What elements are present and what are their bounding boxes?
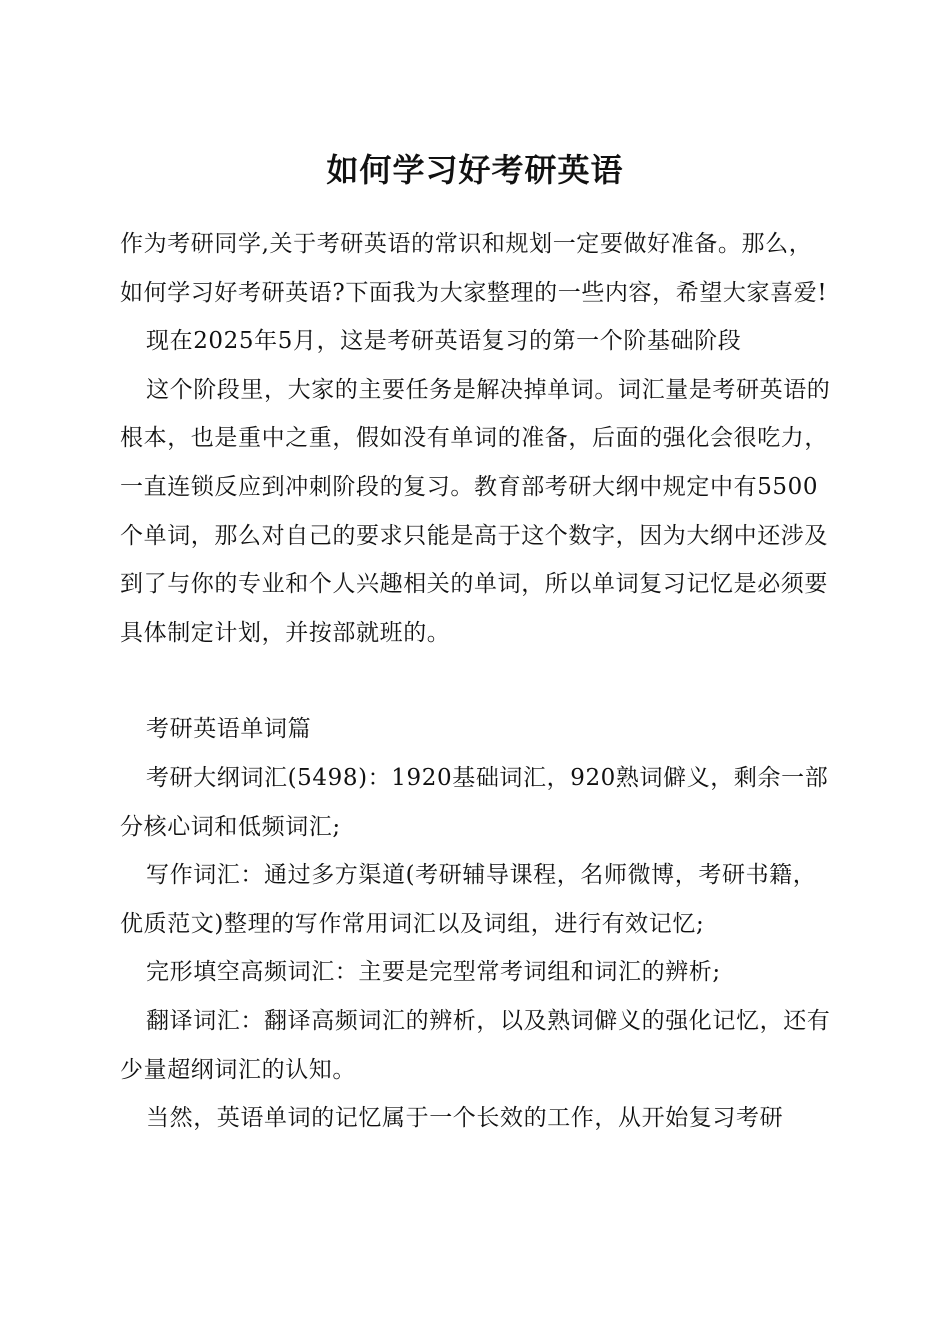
paragraph-writing-vocabulary: 写作词汇：通过多方渠道(考研辅导课程，名师微博，考研书籍，优质范文)整理的写作常用词汇以及词组，进行有效记忆; [120,862,817,937]
section-heading-vocabulary: 考研英语单词篇 [146,716,312,743]
paragraph-vocabulary-task: 这个阶段里，大家的主要任务是解决掉单词。词汇量是考研英语的根本，也是重中之重，假如没有单词的准备，后面的强化会很吃力，一直连锁反应到冲刺阶段的复习。教育部考研大纲中规定中有5500个单词，那么对自己的要求只能是高于这个数字，因为大纲中还涉及到了与你的专业和个人兴趣相关的单词，所以单词复习记忆是必须要具体制定计划，并按部就班的。 [120,376,831,646]
paragraph-cloze-vocabulary: 完形填空高频词汇：主要是完型常考词组和词汇的辨析; [146,959,721,986]
document-title: 如何学习好考研英语 [326,151,624,189]
paragraph-stage: 现在2025年5月，这是考研英语复习的第一个阶基础阶段 [146,328,742,355]
paragraph-syllabus-vocabulary: 考研大纲词汇(5498)：1920基础词汇，920熟词僻义，剩余一部分核心词和低频词汇; [120,764,829,840]
document-body [120,220,834,1143]
paragraph-conclusion-start: 当然，英语单词的记忆属于一个长效的工作，从开始复习考研 [146,1105,784,1132]
paragraph-gap [120,657,834,705]
paragraph-translation-vocabulary: 翻译词汇：翻译高频词汇的辨析，以及熟词僻义的强化记忆，还有少量超纲词汇的认知。 [120,1007,831,1083]
paragraph-intro: 作为考研同学,关于考研英语的常识和规划一定要做好准备。那么，如何学习好考研英语?下面我为大家整理的一些内容，希望大家喜爱! [120,231,828,306]
